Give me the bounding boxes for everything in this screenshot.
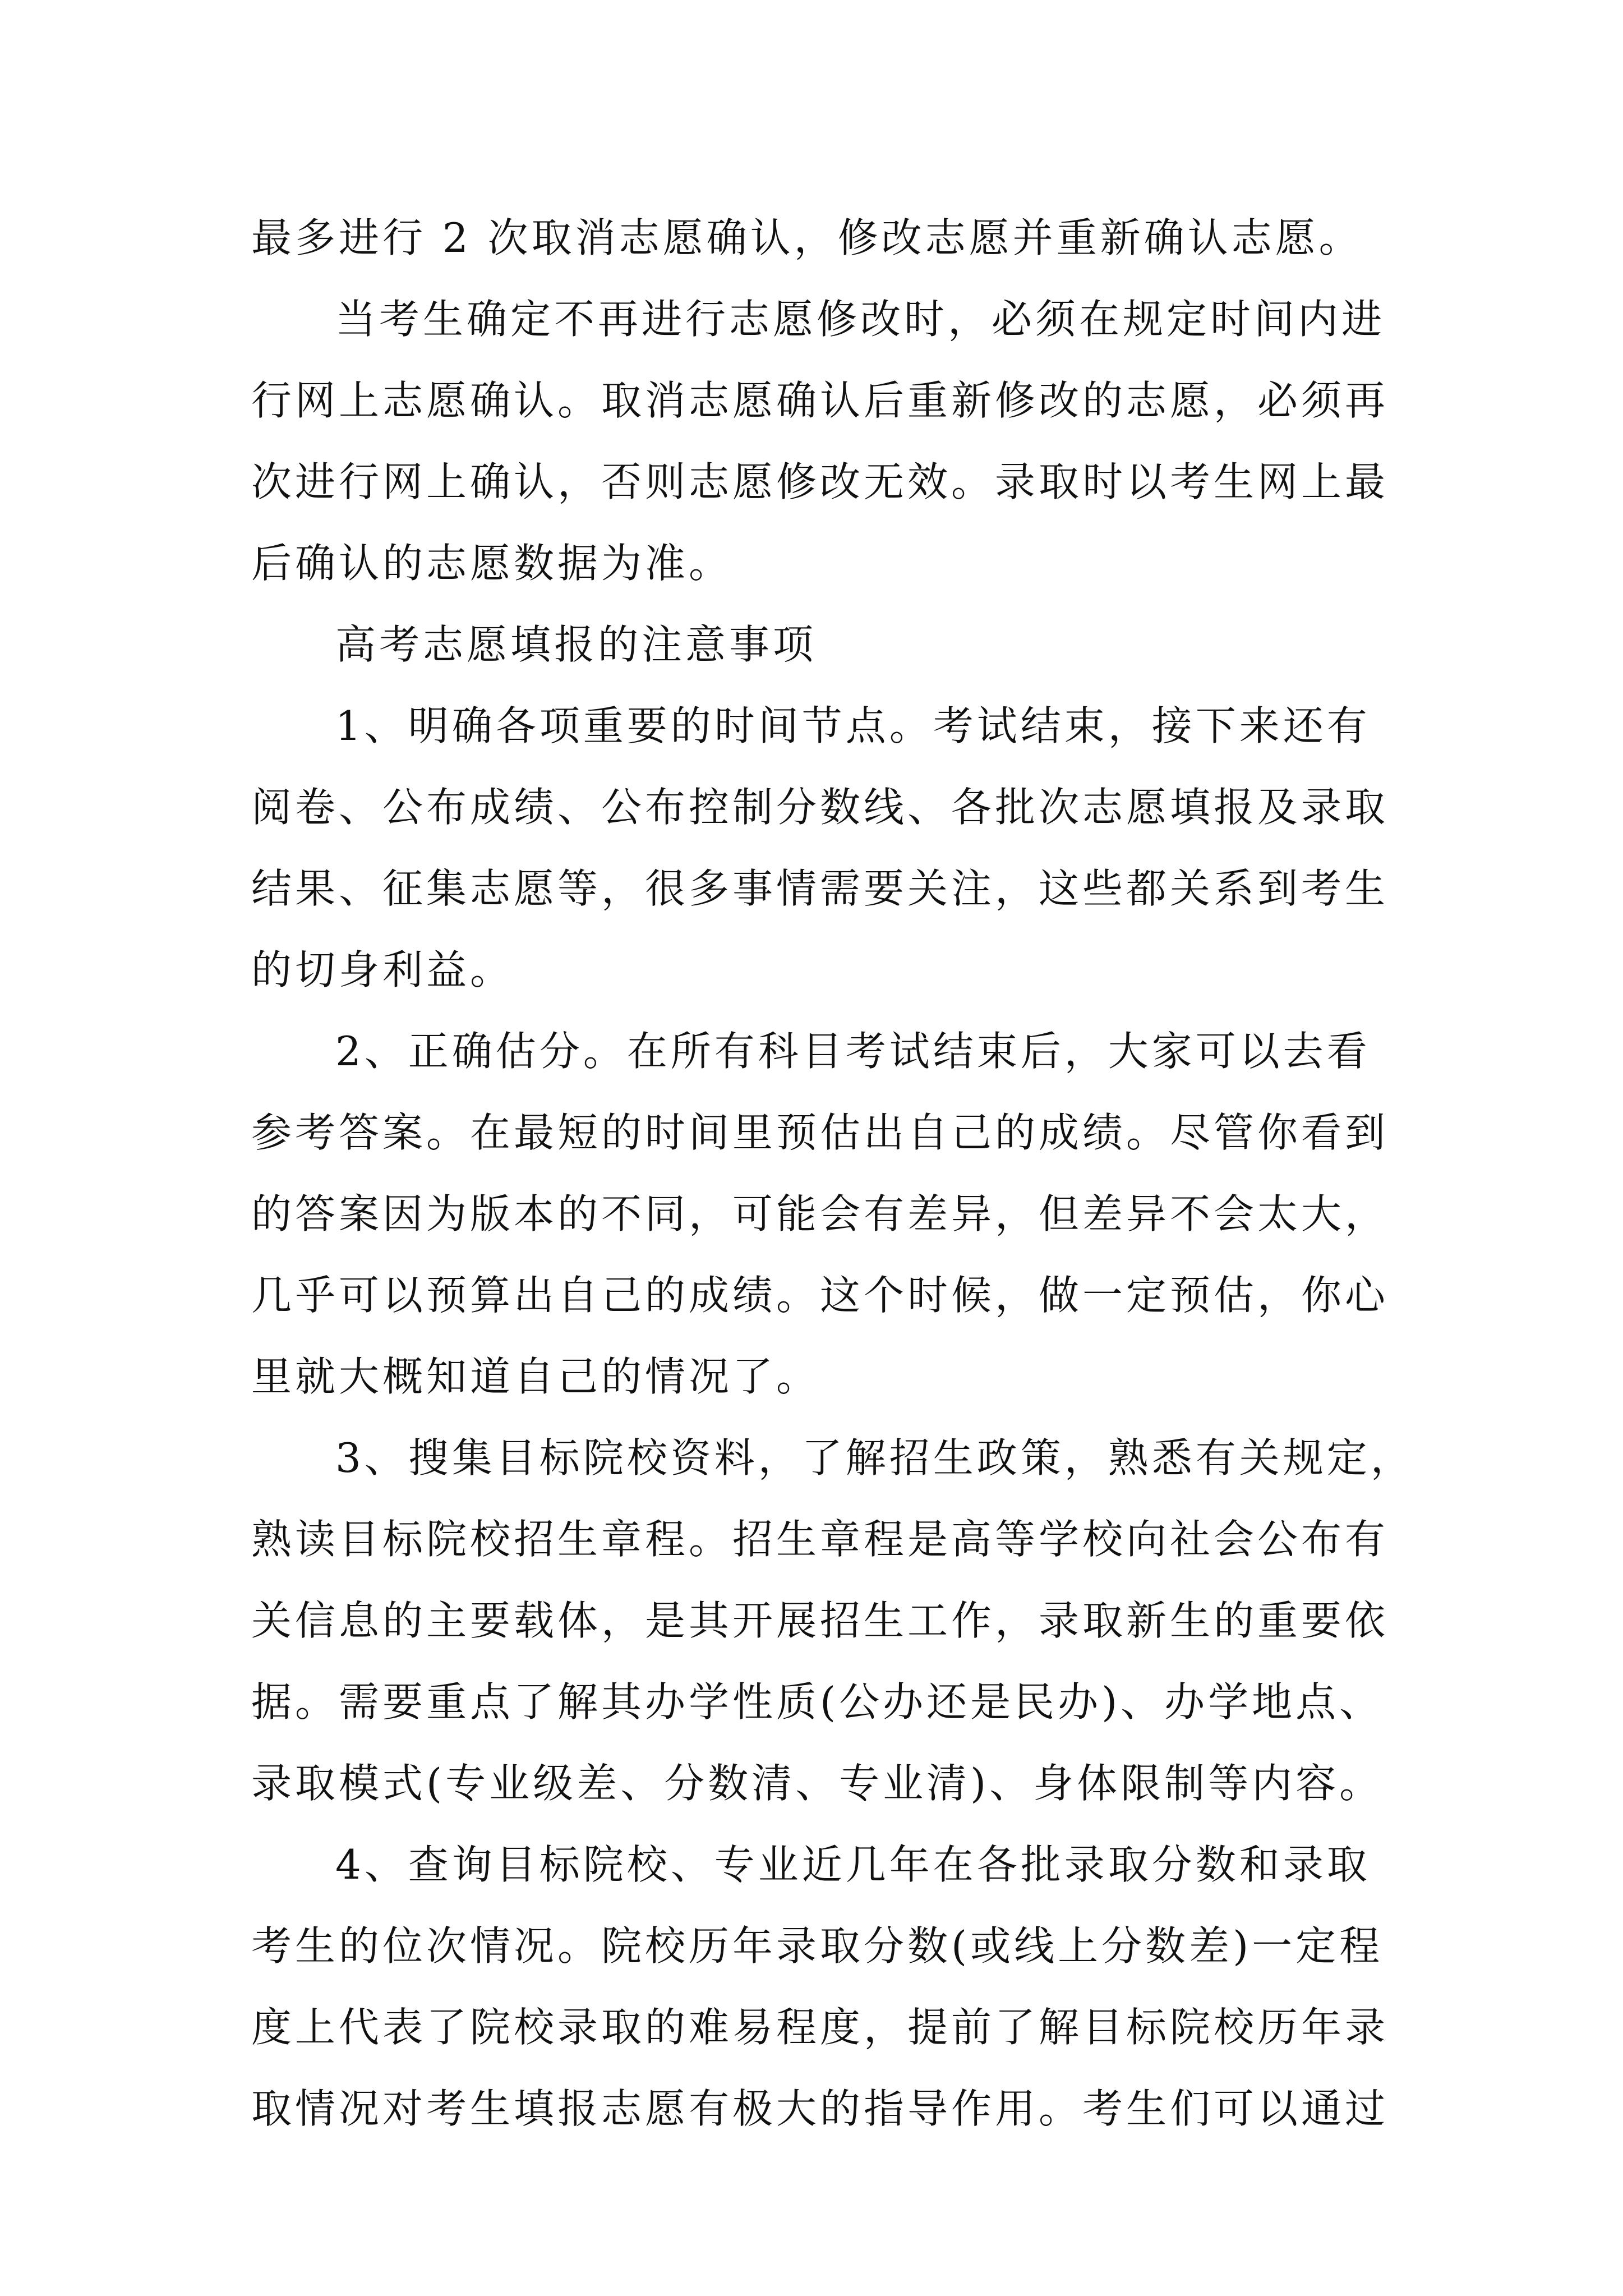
- line-text: 考生的位次情况。院校历年录取分数(或线上分数差)一定程: [251, 1922, 1384, 1970]
- line-text: 几乎可以预算出自己的成绩。这个时候，做一定预估，你心: [251, 1272, 1389, 1319]
- line-text: 行网上志愿确认。取消志愿确认后重新修改的志愿，必须再: [251, 377, 1389, 424]
- text-line: [0, 1657, 1623, 1747]
- line-text: 4、查询目标院校、专业近几年在各批录取分数和录取: [335, 1841, 1371, 1888]
- text-line: [0, 1494, 1623, 1584]
- text-line: [0, 2064, 1623, 2154]
- line-text: 次进行网上确认，否则志愿修改无效。录取时以考生网上最: [251, 458, 1389, 505]
- text-line: [0, 274, 1623, 364]
- text-line: [0, 1738, 1623, 1828]
- text-line: [0, 193, 1623, 283]
- text-line: [0, 1820, 1623, 1910]
- text-line: [0, 1088, 1623, 1177]
- line-text: 1、明确各项重要的时间节点。考试结束，接下来还有: [335, 702, 1371, 749]
- text-line: [0, 844, 1623, 933]
- text-line: [0, 356, 1623, 445]
- line-text: 取情况对考生填报志愿有极大的指导作用。考生们可以通过: [251, 2085, 1389, 2132]
- line-text: 的答案因为版本的不同，可能会有差异，但差异不会太大，: [251, 1190, 1389, 1237]
- line-text: 录取模式(专业级差、分数清、专业清)、身体限制等内容。: [251, 1760, 1384, 1807]
- section-heading: [0, 600, 1623, 689]
- line-text: 关信息的主要载体，是其开展招生工作，录取新生的重要依: [251, 1597, 1389, 1644]
- line-text: 结果、征集志愿等，很多事情需要关注，这些都关系到考生: [251, 865, 1389, 912]
- line-text: 据。需要重点了解其办学性质(公办还是民办)、办学地点、: [251, 1678, 1384, 1726]
- text-line: [0, 437, 1623, 527]
- line-text: 阅卷、公布成绩、公布控制分数线、各批次志愿填报及录取: [251, 784, 1389, 831]
- line-text: 参考答案。在最短的时间里预估出自己的成绩。尽管你看到: [251, 1109, 1389, 1156]
- text-line: [0, 1413, 1623, 1503]
- line-text: 熟读目标院校招生章程。招生章程是高等学校向社会公布有: [251, 1516, 1389, 1563]
- text-line: [0, 1982, 1623, 2072]
- line-text: 里就大概知道自己的情况了。: [251, 1353, 820, 1400]
- line-text: 2、正确估分。在所有科目考试结束后，大家可以去看: [335, 1028, 1371, 1075]
- text-line: [0, 1576, 1623, 1665]
- line-text: 的切身利益。: [251, 946, 514, 993]
- text-line: [0, 1169, 1623, 1259]
- text-line: [0, 518, 1623, 608]
- text-line: [0, 1901, 1623, 1991]
- line-text: 度上代表了院校录取的难易程度，提前了解目标院校历年录: [251, 2004, 1389, 2051]
- line-text: 3、搜集目标院校资料，了解招生政策，熟悉有关规定，: [335, 1434, 1414, 1481]
- text-line: [0, 1250, 1623, 1340]
- text-line: [0, 1332, 1623, 1421]
- line-text: 最多进行 2 次取消志愿确认，修改志愿并重新确认志愿。: [251, 214, 1363, 261]
- text-line: [0, 681, 1623, 771]
- line-text: 后确认的志愿数据为准。: [251, 540, 733, 587]
- line-text: 当考生确定不再进行志愿修改时，必须在规定时间内进: [335, 296, 1386, 343]
- text-line: [0, 925, 1623, 1015]
- text-line: [0, 1006, 1623, 1096]
- heading-text: 高考志愿填报的注意事项: [335, 621, 817, 668]
- text-line: [0, 762, 1623, 852]
